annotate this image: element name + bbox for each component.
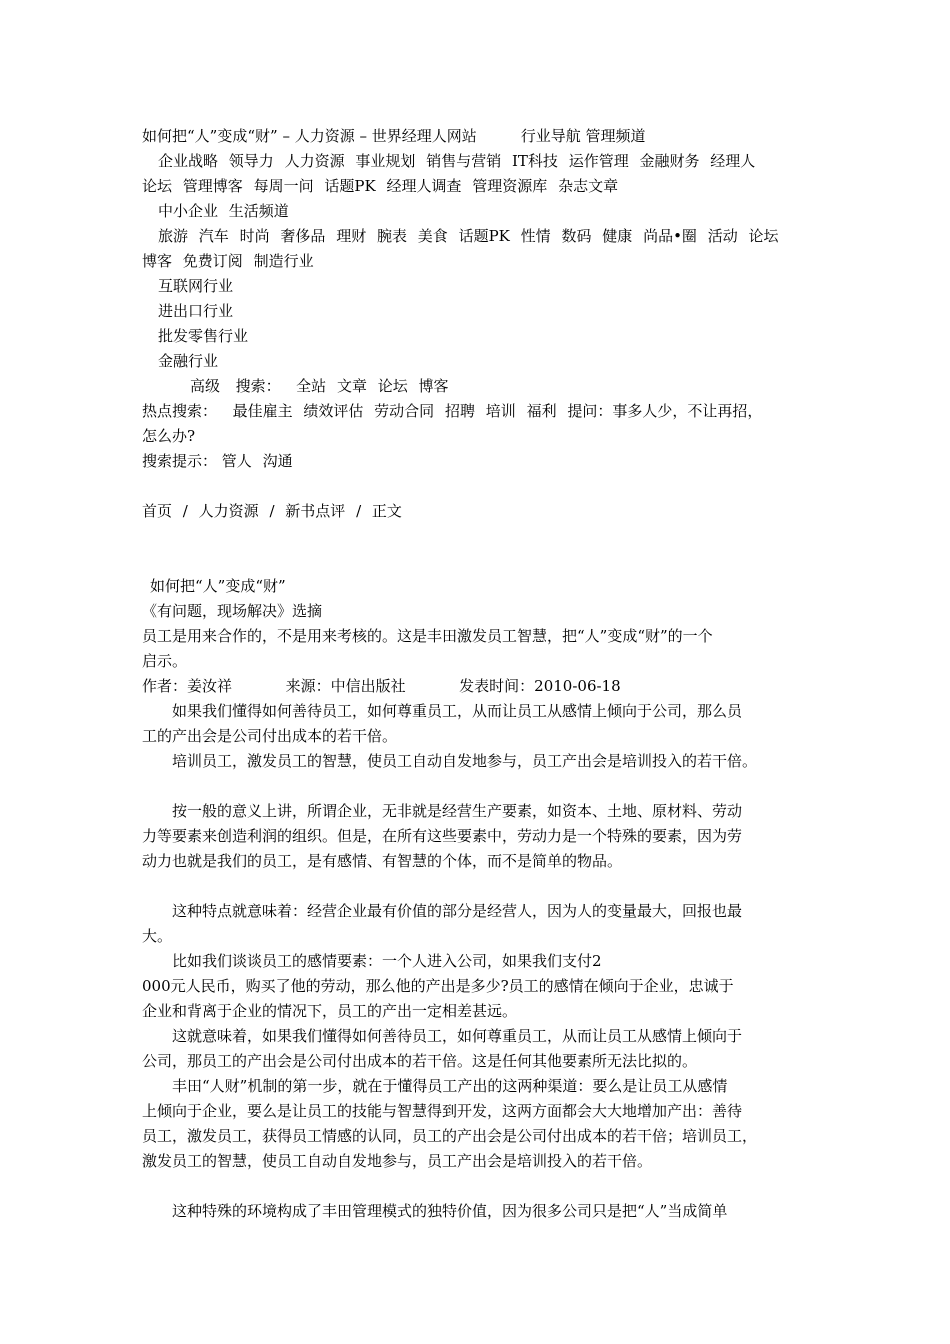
article-title: 如何把“人”变成“财”	[150, 577, 286, 595]
sme-channel-link[interactable]: 中小企业	[158, 202, 219, 220]
hot-search	[142, 399, 822, 424]
nav-link-leadership[interactable]: 领导力	[228, 152, 274, 170]
hot-term-recruit[interactable]: 招聘	[444, 402, 475, 420]
article-summary-line: 员工是用来合作的，不是用来考核的。这是丰田激发员工智慧，把“人”变成“财”的一个	[142, 627, 713, 645]
life-link-watches[interactable]: 腕表	[376, 227, 407, 245]
article-publisher: 来源：中信出版社	[285, 677, 406, 695]
article-paragraph: 大。	[142, 927, 173, 945]
hot-question-cont[interactable]: 怎么办?	[142, 427, 196, 445]
hot-question-link[interactable]: 提问：事多人少，不让再招，	[567, 402, 763, 420]
search-scope-forum[interactable]: 论坛	[377, 377, 408, 395]
life-link-food[interactable]: 美食	[417, 227, 448, 245]
breadcrumb-section[interactable]: 人力资源	[198, 502, 259, 520]
industry-nav-link[interactable]: 行业导航	[520, 127, 581, 145]
nav-link-finance[interactable]: 金融财务	[639, 152, 700, 170]
life-link-subscribe[interactable]: 免费订阅	[182, 252, 243, 270]
header-line	[142, 124, 822, 149]
life-link-health[interactable]: 健康	[602, 227, 633, 245]
life-link-luxury[interactable]: 奢侈品	[280, 227, 326, 245]
life-link-travel[interactable]: 旅游	[158, 227, 189, 245]
article-paragraph: 工的产出会是公司付出成本的若干倍。	[142, 727, 398, 745]
hot-term-training[interactable]: 培训	[485, 402, 516, 420]
hot-term-contract[interactable]: 劳动合同	[374, 402, 435, 420]
life-link-temperament[interactable]: 性情	[520, 227, 551, 245]
document-page	[142, 124, 822, 1224]
management-nav-line2	[142, 174, 822, 199]
life-link-events[interactable]: 活动	[707, 227, 738, 245]
nav-link-magazine[interactable]: 杂志文章	[558, 177, 619, 195]
nav-link-manager[interactable]: 经理人	[710, 152, 756, 170]
breadcrumb	[142, 499, 822, 524]
search-tip-communicate[interactable]: 沟通	[262, 452, 293, 470]
life-nav	[142, 224, 822, 249]
article-source-book: 《有问题，现场解决》选摘	[142, 602, 323, 620]
breadcrumb-separator: /	[269, 502, 275, 520]
article-paragraph: 按一般的意义上讲，所谓企业，无非就是经营生产要素，如资本、土地、原材料、劳动	[172, 802, 743, 820]
search-scope-blog[interactable]: 博客	[418, 377, 449, 395]
article-paragraph: 这种特点就意味着：经营企业最有价值的部分是经营人，因为人的变量最大，回报也最	[172, 902, 743, 920]
channel-line	[142, 199, 822, 224]
breadcrumb-separator: /	[356, 502, 362, 520]
article-paragraph: 公司，那员工的产出会是公司付出成本的若干倍。这是任何其他要素所无法比拟的。	[142, 1052, 698, 1070]
life-channel-link[interactable]: 生活频道	[228, 202, 289, 220]
breadcrumb-separator: /	[182, 502, 188, 520]
article-paragraph: 动力也就是我们的员工，是有感情、有智慧的个体，而不是简单的物品。	[142, 852, 623, 870]
article-paragraph: 这就意味着，如果我们懂得如何善待员工，如何尊重员工，从而让员工从感情上倾向于	[172, 1027, 743, 1045]
nav-link-weekly[interactable]: 每周一问	[253, 177, 314, 195]
search-scope-site[interactable]: 全站	[296, 377, 327, 395]
nav-link-it[interactable]: IT科技	[511, 152, 558, 170]
hot-term-employer[interactable]: 最佳雇主	[232, 402, 293, 420]
management-nav	[142, 149, 822, 174]
search-bar	[142, 374, 822, 399]
article-paragraph: 丰田“人财”机制的第一步，就在于懂得员工产出的这两种渠道：要么是让员工从感情	[172, 1077, 728, 1095]
life-link-forum[interactable]: 论坛	[748, 227, 779, 245]
nav-link-hr[interactable]: 人力资源	[284, 152, 345, 170]
article-paragraph: 这种特殊的环境构成了丰田管理模式的独特价值，因为很多公司只是把“人”当成简单	[172, 1202, 728, 1220]
hot-term-performance[interactable]: 绩效评估	[303, 402, 364, 420]
article-summary-line: 启示。	[142, 652, 188, 670]
hot-term-benefits[interactable]: 福利	[526, 402, 557, 420]
nav-link-operations[interactable]: 运作管理	[568, 152, 629, 170]
article-paragraph: 企业和背离于企业的情况下，员工的产出一定相差甚远。	[142, 1002, 518, 1020]
search-tip-manage[interactable]: 管人	[221, 452, 252, 470]
article-author: 作者：姜汝祥	[142, 677, 233, 695]
breadcrumb-sub[interactable]: 新书点评	[285, 502, 346, 520]
article-paragraph: 如果我们懂得如何善待员工，如何尊重员工，从而让员工从感情上倾向于公司，那么员	[172, 702, 743, 720]
search-tips	[142, 449, 822, 474]
hot-search-label: 热点搜索：	[142, 402, 218, 420]
nav-link-blog[interactable]: 管理博客	[182, 177, 243, 195]
article-paragraph: 000元人民币，购买了他的劳动，那么他的产出是多少?员工的感情在倾向于企业，忠诚于	[142, 977, 734, 995]
breadcrumb-home[interactable]: 首页	[142, 502, 173, 520]
nav-link-topic-pk[interactable]: 话题PK	[324, 177, 376, 195]
search-label: 搜索：	[235, 377, 281, 395]
industry-link-internet[interactable]: 互联网行业	[158, 277, 234, 295]
article-date: 发表时间：2010-06-18	[459, 677, 621, 695]
life-link-auto[interactable]: 汽车	[198, 227, 229, 245]
life-link-topic-pk[interactable]: 话题PK	[458, 227, 510, 245]
article-meta	[142, 674, 822, 699]
article-paragraph: 比如我们谈谈员工的感情要素：一个人进入公司，如果我们支付2	[172, 952, 602, 970]
life-link-digital[interactable]: 数码	[561, 227, 592, 245]
life-link-fashion[interactable]: 时尚	[239, 227, 270, 245]
life-nav-line2	[142, 249, 822, 274]
search-tip-label: 搜索提示：	[142, 452, 218, 470]
nav-link-forum[interactable]: 论坛	[142, 177, 173, 195]
industry-link-retail[interactable]: 批发零售行业	[158, 327, 249, 345]
nav-link-strategy[interactable]: 企业战略	[158, 152, 219, 170]
life-link-manufacturing[interactable]: 制造行业	[253, 252, 314, 270]
nav-link-resources[interactable]: 管理资源库	[472, 177, 548, 195]
nav-link-survey[interactable]: 经理人调查	[386, 177, 462, 195]
page-title: 如何把“人”变成“财” – 人力资源 – 世界经理人网站	[142, 127, 477, 145]
advanced-search-link[interactable]: 高级	[190, 377, 221, 395]
nav-link-career[interactable]: 事业规划	[355, 152, 416, 170]
breadcrumb-current: 正文	[371, 502, 402, 520]
article-paragraph: 上倾向于企业，要么是让员工的技能与智慧得到开发，这两方面都会大大地增加产出：善待	[142, 1102, 743, 1120]
management-channel-link[interactable]: 管理频道	[585, 127, 646, 145]
article-paragraph: 员工，激发员工，获得员工情感的认同，员工的产出会是公司付出成本的若干倍；培训员工，	[142, 1127, 758, 1145]
life-link-circle[interactable]: 尚品•圈	[643, 227, 697, 245]
nav-link-sales[interactable]: 销售与营销	[426, 152, 502, 170]
life-link-blog[interactable]: 博客	[142, 252, 173, 270]
article-paragraph: 培训员工，激发员工的智慧，使员工自动自发地参与，员工产出会是培训投入的若干倍。	[172, 752, 758, 770]
industry-link-import-export[interactable]: 进出口行业	[158, 302, 234, 320]
industry-link-finance[interactable]: 金融行业	[158, 352, 219, 370]
article-paragraph: 力等要素来创造利润的组织。但是，在所有这些要素中，劳动力是一个特殊的要素，因为劳	[142, 827, 743, 845]
article-paragraph: 激发员工的智慧，使员工自动自发地参与，员工产出会是培训投入的若干倍。	[142, 1152, 653, 1170]
life-link-wealth[interactable]: 理财	[336, 227, 367, 245]
search-scope-articles[interactable]: 文章	[336, 377, 367, 395]
